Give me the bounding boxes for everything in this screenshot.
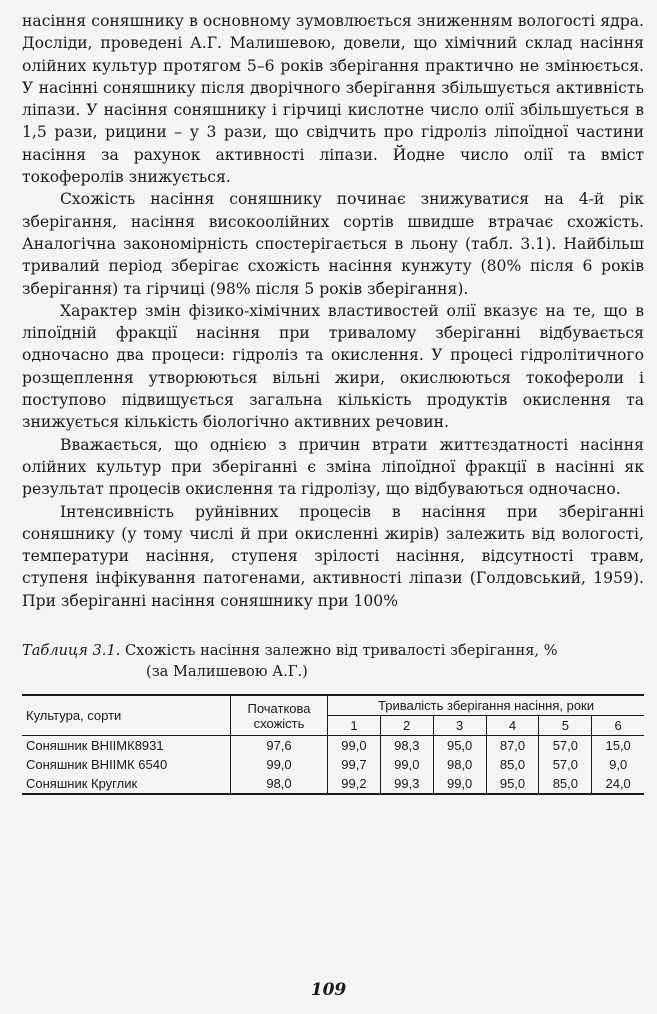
header-year: 1 [328, 716, 381, 736]
year-value: 98,3 [380, 736, 433, 756]
year-value: 99,2 [328, 774, 381, 794]
germination-table [22, 694, 644, 795]
initial-value: 99,0 [231, 755, 328, 774]
year-value: 85,0 [539, 774, 592, 794]
year-value: 99,7 [341, 757, 367, 773]
table-row [22, 736, 644, 756]
header-duration: Тривалість зберігання насіння, роки [328, 695, 645, 716]
header-year: 3 [433, 716, 486, 736]
initial-value: 97,6 [231, 736, 328, 756]
year-value: 87,0 [486, 736, 539, 756]
year-value: 85,0 [486, 755, 539, 774]
year-value: 15,0 [592, 736, 644, 756]
header-year: 6 [592, 716, 644, 736]
year-value: 57,0 [539, 736, 592, 756]
page-number: 109 [310, 980, 347, 1000]
paragraph-2: Схожість насіння соняшнику починає знижуватися на 4-й рік зберігання, насіння високоолійних сортів швидше втрачає схожість. Аналогічна закономірність спостерігається в льону (табл. 3.1). Найбільш тривалий період зберігає схожість насіння кунжуту (80% після 6 років зберігання) та гірчиці (98% після 5 років зберігання). [22, 190, 644, 298]
paragraph-3: Характер змін фізико-хімічних властивостей олії вказує на те, що в ліпоїдній фракції насіння при тривалому зберіганні відбувається одночасно два процеси: гідроліз та окислення. У процесі гідролітичного розщеплення утворюються вільні жири, окислюються токофероли і поступово підвищується загальна кількість продуктів окислення та знижується кількість біологічно активних речовин. [22, 301, 644, 432]
table-caption-text: Схожість насіння залежно від тривалості зберігання, % [125, 642, 558, 660]
table-row [22, 774, 644, 794]
year-value: 99,0 [380, 755, 433, 774]
year-value: 57,0 [539, 755, 592, 774]
table-header-row [22, 695, 644, 716]
year-value: 98,0 [433, 755, 486, 774]
culture-name: Соняшник ВНІІМК 6540 [26, 757, 168, 773]
year-value: 95,0 [433, 736, 486, 756]
year-value: 99,3 [380, 774, 433, 794]
header-year: 4 [486, 716, 539, 736]
culture-name: Соняшник Круглик [22, 774, 231, 794]
header-year: 5 [539, 716, 592, 736]
year-value: 24,0 [592, 774, 644, 794]
table-row [22, 755, 644, 774]
year-value: 99,0 [433, 774, 486, 794]
year-value: 95,0 [486, 774, 539, 794]
table-caption-source: (за Малишевою А.Г.) [146, 663, 308, 681]
header-initial: Початкова схожість [231, 695, 328, 736]
table-caption-label: Таблиця 3.1. [22, 642, 121, 660]
paragraph-1: насіння соняшнику в основному зумовлюється зниженням вологості ядра. Досліди, проведені А.Г. Малишевою, довели, що хімічний склад насіння олійних культур протягом 5–6 років зберігання практично не змінюється. У насінні соняшнику після дворічного зберігання збільшується активність ліпази. У насіння соняшнику і гірчиці кислотне число олії збільшується в 1,5 рази, рицини – у 3 рази, що свідчить про гідроліз ліпоїдної частини насіння за рахунок активності ліпази. Йодне число олії та вміст токоферолів знижується. [22, 12, 644, 187]
header-year: 2 [380, 716, 433, 736]
initial-value: 98,0 [231, 774, 328, 794]
paragraph-5: Інтенсивність руйнівних процесів в насіння при зберіганні соняшнику (у тому числі й при окисленні жирів) залежить від вологості, температури насіння, ступеня зрілості насіння, відсутності травм, ступеня інфікування патогенами, активності ліпази (Голдовський, 1959). При зберіганні насіння соняшнику при 100% [22, 502, 644, 610]
page-body [22, 10, 644, 795]
header-culture: Культура, сорти [22, 695, 231, 736]
table-caption [22, 640, 644, 682]
culture-name: Соняшник ВНІІМК8931 [26, 738, 164, 754]
year-value: 99,0 [341, 738, 367, 754]
year-value: 9,0 [592, 755, 644, 774]
paragraph-4: Вважається, що однією з причин втрати життєздатності насіння олійних культур при зберіганні є зміна ліпоїдної фракції в насінні як результат процесів окислення та гідролізу, що відбуваються одночасно. [22, 435, 644, 499]
